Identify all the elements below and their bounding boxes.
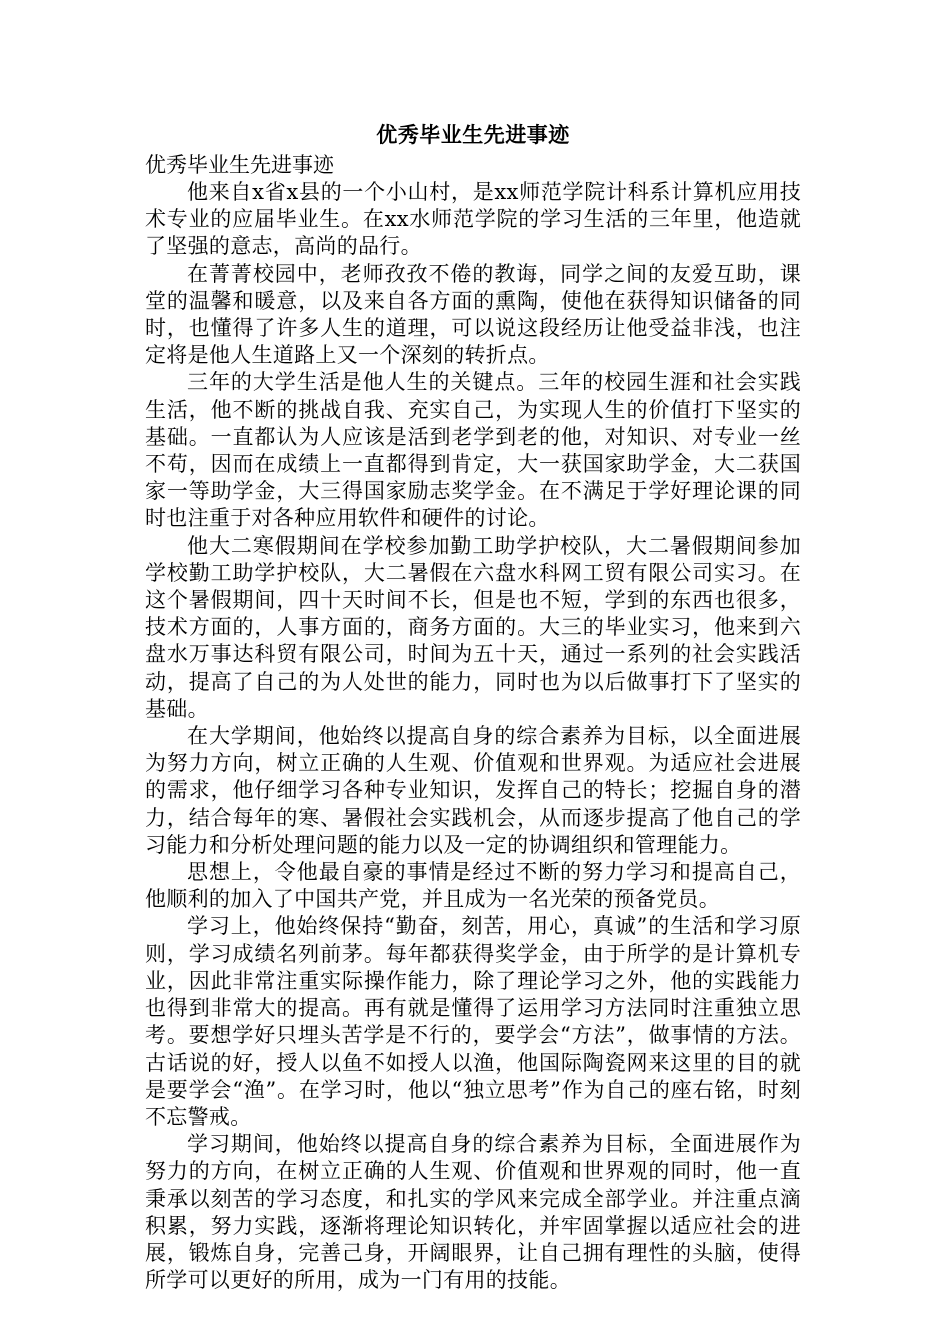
paragraph: 学习期间，他始终以提高自身的综合素养为目标，全面进展作为努力的方向，在树立正确的人生观、价值观和世界观的同时，他一直秉承以刻苦的学习态度，和扎实的学风来完成全部学业。并注重点滴积累，努力实践，逐渐将理论知识转化，并牢固掌握以适应社会的进展，锻炼自身，完善己身，开阔眼界，让自己拥有理性的头脑，使得所学可以更好的所用，成为一门有用的技能。 xyxy=(145,1132,801,1293)
paragraph: 在大学期间，他始终以提高自身的综合素养为目标，以全面进展为努力方向，树立正确的人生观、价值观和世界观。为适应社会进展的需求，他仔细学习各种专业知识，发挥自己的特长；挖掘自身的潜力，结合每年的寒、暑假社会实践机会，从而逐步提高了他自己的学习能力和分析处理问题的能力以及一定的协调组织和管理能力。 xyxy=(145,724,801,857)
document-title: 优秀毕业生先进事迹 xyxy=(376,122,570,147)
document-page xyxy=(145,118,801,1294)
paragraph: 他大二寒假期间在学校参加勤工助学护校队，大二暑假期间参加学校勤工助学护校队，大二暑假在六盘水科网工贸有限公司实习。在这个暑假期间，四十天时间不长，但是也不短，学到的东西也很多，技术方面的，人事方面的，商务方面的。大三的毕业实习，他来到六盘水万事达科贸有限公司，时间为五十天，通过一系列的社会实践活动，提高了自己的为人处世的能力，同时也为以后做事打下了坚实的基础。 xyxy=(145,533,801,721)
paragraph: 学习上，他始终保持“勤奋，刻苦，用心，真诚”的生活和学习原则，学习成绩名列前茅。每年都获得奖学金，由于所学的是计算机专业，因此非常注重实际操作能力，除了理论学习之外，他的实践能力也得到非常大的提高。再有就是懂得了运用学习方法同时注重独立思考。要想学好只埋头苦学是不行的，要学会“方法”，做事情的方法。古话说的好，授人以鱼不如授人以渔，他国际陶瓷网来这里的目的就是要学会“渔”。在学习时，他以“独立思考”作为自己的座右铭，时刻不忘警戒。 xyxy=(145,914,801,1129)
paragraph: 在菁菁校园中，老师孜孜不倦的教诲，同学之间的友爱互助，课堂的温馨和暖意，以及来自各方面的熏陶，使他在获得知识储备的同时，也懂得了许多人生的道理，可以说这段经历让他受益非浅，也注定将是他人生道路上又一个深刻的转折点。 xyxy=(145,261,801,368)
paragraph: 思想上，令他最自豪的事情是经过不断的努力学习和提高自己，他顺利的加入了中国共产党，并且成为一名光荣的预备党员。 xyxy=(145,860,801,912)
paragraph: 三年的大学生活是他人生的关键点。三年的校园生涯和社会实践生活，他不断的挑战自我、充实自己，为实现人生的价值打下坚实的基础。一直都认为人应该是活到老学到老的他，对知识、对专业一丝不苟，因而在成绩上一直都得到肯定，大一获国家助学金，大二获国家一等助学金，大三得国家励志奖学金。在不满足于学好理论课的同时也注重于对各种应用软件和硬件的讨论。 xyxy=(145,370,801,531)
document-subtitle: 优秀毕业生先进事迹 xyxy=(145,153,334,177)
paragraph: 他来自x省x县的一个小山村，是xx师范学院计科系计算机应用技术专业的应届毕业生。在xx水师范学院的学习生活的三年里，他造就了坚强的意志，高尚的品行。 xyxy=(145,180,801,259)
